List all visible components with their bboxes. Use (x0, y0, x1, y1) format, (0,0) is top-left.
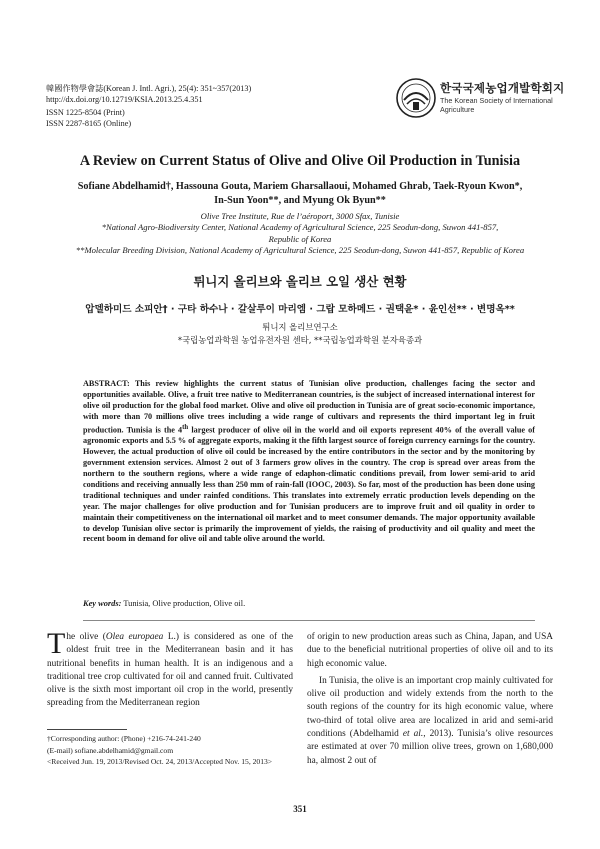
korean-affiliations (0, 321, 600, 346)
journal-header (46, 84, 251, 129)
affiliation-2: *National Agro-Biodiversity Center, National Academy of Agricultural Science, 225 Seodun-dong, Suwon 441-857, (101, 222, 499, 233)
issn-online: ISSN 2287-8165 (Online) (46, 118, 132, 128)
author-line-1: Sofiane Abdelhamid†, Hassouna Gouta, Mariem Gharsallaoui, Mohamed Ghrab, Taek-Ryoun Kwon*, (77, 181, 523, 192)
abstract-text-2: largest producer of olive oil in the world and oil exports represent 40% of the overall value of agronomic exports and 5.5 % of aggregate exports, making it the fifth largest source of foreign currency earnings for the country. However, the actual production of olive oil could be increased by the entire contributors in the sector and by the monitoring by government extension services. Almost 2 out of 3 farmers grow olives in the country. The crop is spread over areas from the northern to the southern regions, where a wide range of edaphon-climatic conditions prevail, from lower semi-arid to arid conditions and receiving annually less than 250 mm of rain-fall (IOOC, 2003). So far, most of the production has been done using traditional techniques and under rainfed conditions. This translates into extremely erratic production levels depending on the year. The major challenges for olive production and for Tunisian producers are to improve fruit and oil quality in order to maintain their competitiveness on the international oil market and to meet consumer demands. The major opportunity available to develop Tunisian olive sector is primarily the improvement of yields, the raising of productivity and oil quality and meet the recent boom in demand for olive oil and table olive around the world. (83, 425, 535, 544)
keywords-label: Key words: (83, 599, 122, 608)
affiliation-2-cont: Republic of Korea (268, 233, 332, 244)
korean-title: 튀니지 올리브와 올리브 오일 생산 현황 (193, 274, 407, 289)
society-logo-icon (396, 78, 436, 118)
received-dates: <Received Jun. 19, 2013/Revised Oct. 24, 2013/Accepted Nov. 15, 2013> (47, 757, 273, 767)
affiliation-3: **Molecular Breeding Division, National Academy of Agricultural Science, 225 Seodun-dong, Suwon 441-857, Republic of Korea (75, 245, 525, 256)
section-divider (83, 620, 535, 621)
footnotes (47, 733, 272, 768)
society-name-korean: 한국국제농업개발학회지 (440, 83, 565, 95)
journal-citation: 韓國作物學會誌(Korean J. Intl. Agri.), 25(4): 351~357(2013) (46, 84, 252, 93)
abstract (83, 379, 535, 545)
korean-affiliation-1: 튀니지 올리브연구소 (262, 322, 338, 332)
corresponding-author: †Corresponding author: (Phone) +216-74-241-240 (47, 734, 201, 743)
abstract-text-1: This review highlights the current status of Tunisian olive production, challenges facing the sector and opportunities available. Olive, a fruit tree native to Mediterranean countries, is the subject of increased international interest for olive oil production for the global food market. Olive and olive oil production in Tunisia are of great socio-economic importance, with more than 70 millions olive trees including a wide range of cultivars and represents the third important leg in fruit production. Tunisia is the 4 (83, 379, 535, 435)
abstract-superscript: th (182, 423, 189, 431)
korean-authors: 압델하미드 소피안† · 구타 하수나 · 갈살루이 마리엠 · 그랍 모하메드 · 권택윤* · 윤인선** · 변명옥** (85, 304, 515, 315)
abstract-label: ABSTRACT: (83, 379, 130, 388)
doi-link[interactable]: http://dx.doi.org/10.12719/KSIA.2013.25.4.351 (46, 94, 203, 104)
paper-title: A Review on Current Status of Olive and Olive Oil Production in Tunisia (79, 153, 521, 169)
keywords-text: Tunisia, Olive production, Olive oil. (123, 599, 246, 608)
author-list (20, 180, 580, 208)
society-name (440, 80, 564, 114)
korean-affiliation-2: *국립농업과학원 농업유전자원 센타, **국립농업과학원 분자육종과 (177, 334, 423, 345)
species-name: Olea europaea (105, 632, 164, 642)
author-line-2: In-Sun Yoon**, and Myung Ok Byun** (214, 195, 386, 206)
body-column-left (47, 627, 294, 711)
body-column-right (307, 631, 553, 768)
paragraph-continued: of origin to new production areas such as China, Japan, and USA due to the beneficial nutritional properties of olive oil and to its high economic value. (307, 632, 553, 669)
society-name-english-1: The Korean Society of International (440, 96, 553, 105)
author-email[interactable]: (E-mail) sofiane.abdelhamid@gmail.com (47, 745, 174, 755)
affiliation-1: Olive Tree Institute, Rue de l’aéroport, 3000 Sfax, Tunisie (200, 211, 400, 221)
page-number: 351 (293, 804, 307, 814)
drop-cap: T (47, 627, 66, 660)
affiliations (16, 211, 584, 257)
footnote-rule (47, 729, 127, 730)
tunisia-paragraph: In Tunisia, the olive is an important crop mainly cultivated for olive oil production and widely extends from the north to the south regions of the country for its high economic value, where two-third of total olive area are localized in arid and semi-arid conditions (Abdelhamid et al., 2013). Tunisia’s olive resources are estimated at over 70 million olive trees, grown on 1,680,000 ha, almost 2 out of (307, 675, 553, 766)
intro-paragraph: The olive (Olea europaea L.) is considered as one of the oldest fruit tree in the Mediterranean basin and it has nutritional benefits in human health. It is an indigenous and a traditional tree crop cultivated for oil and canned fruit. Cultivated olive is the sixth most important oil crop in the world, presently spreading from the Mediterranean region (47, 627, 294, 709)
issn-print: ISSN 1225-8504 (Print) (46, 108, 125, 118)
keywords (83, 599, 245, 608)
society-name-english-2: Agriculture (440, 105, 475, 114)
